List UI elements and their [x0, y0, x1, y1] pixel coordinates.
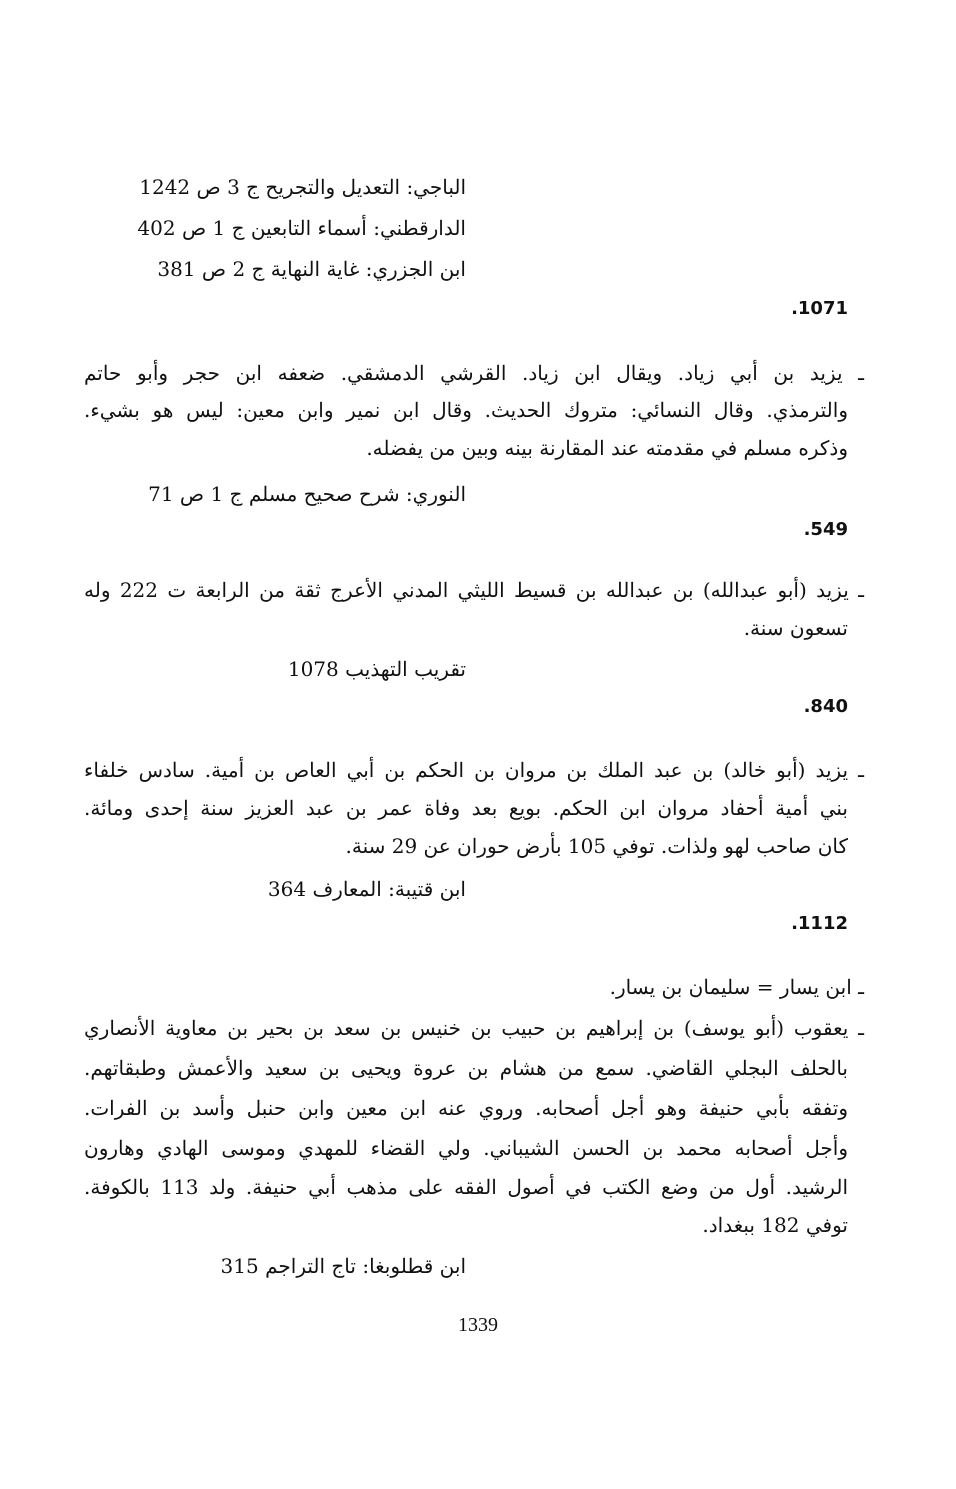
entry-text-line: ـ يزيد بن أبي زياد. ويقال ابن زياد. القرشي الدمشقي. ضعفه ابن حجر وأبو حاتم — [84, 361, 864, 385]
entry-text-line: بني أمية أحفاد مروان ابن الحكم. بويع بعد وفاة عمر بن عبد العزيز سنة إحدى ومائة. — [84, 796, 848, 820]
entry-number: .840 — [803, 696, 848, 717]
reference-line: الباجي: التعديل والتجريح ج 3 ص 1242 — [139, 175, 466, 199]
entry-text-line: كان صاحب لهو ولذات. توفي 105 بأرض حوران عن 29 سنة. — [345, 834, 848, 858]
entry-text-line: ـ يزيد (أبو خالد) بن عبد الملك بن مروان بن الحكم بن أبي العاص بن أمية. سادس خلفاء — [84, 758, 864, 782]
entry-text-line: ـ يزيد (أبو عبدالله) بن عبدالله بن قسيط الليثي المدني الأعرج ثقة من الرابعة ت 222 وله — [84, 578, 864, 602]
reference-line: ابن قطلوبغا: تاج التراجم 315 — [220, 1254, 466, 1278]
entry-text-line: وتفقه بأبي حنيفة وهو أجل أصحابه. وروي عنه ابن معين وابن حنبل وأسد بن الفرات. — [84, 1096, 848, 1120]
entry-text-line: والترمذي. وقال النسائي: متروك الحديث. وقال ابن نمير وابن معين: ليس هو بشيء. — [84, 398, 848, 422]
entry-text-line: وأجل أصحابه محمد بن الحسن الشيباني. ولي القضاء للمهدي وموسى الهادي وهارون — [84, 1136, 848, 1160]
entry-text-line: الرشيد. أول من وضع الكتب في أصول الفقه على مذهب أبي حنيفة. ولد 113 بالكوفة. — [84, 1175, 848, 1199]
reference-line: ابن الجزري: غاية النهاية ج 2 ص 381 — [157, 257, 466, 281]
entry-text-line: ـ يعقوب (أبو يوسف) بن إبراهيم بن حبيب بن خنيس بن سعد بن بحير بن معاوية الأنصاري — [84, 1016, 864, 1040]
entry-text-line: وذكره مسلم في مقدمته عند المقارنة بينه وبين من يفضله. — [366, 436, 848, 460]
reference-line: الدارقطني: أسماء التابعين ج 1 ص 402 — [137, 216, 466, 240]
entry-text-line: تسعون سنة. — [743, 616, 848, 640]
reference-line: ابن قتيبة: المعارف 364 — [267, 877, 466, 901]
page-number: 1339 — [458, 1314, 498, 1336]
entry-number: .1112 — [791, 913, 848, 934]
reference-line: تقريب التهذيب 1078 — [287, 657, 466, 681]
entry-number: .1071 — [791, 298, 848, 319]
reference-line: النوري: شرح صحيح مسلم ج 1 ص 71 — [148, 482, 466, 506]
entry-text-line: توفي 182 ببغداد. — [702, 1213, 848, 1237]
entry-text-line: ـ ابن يسار = سليمان بن يسار. — [609, 975, 864, 999]
entry-number: .549 — [803, 519, 848, 540]
entry-text-line: بالحلف البجلي القاضي. سمع من هشام بن عروة ويحيى بن سعيد والأعمش وطبقاتهم. — [84, 1056, 848, 1080]
